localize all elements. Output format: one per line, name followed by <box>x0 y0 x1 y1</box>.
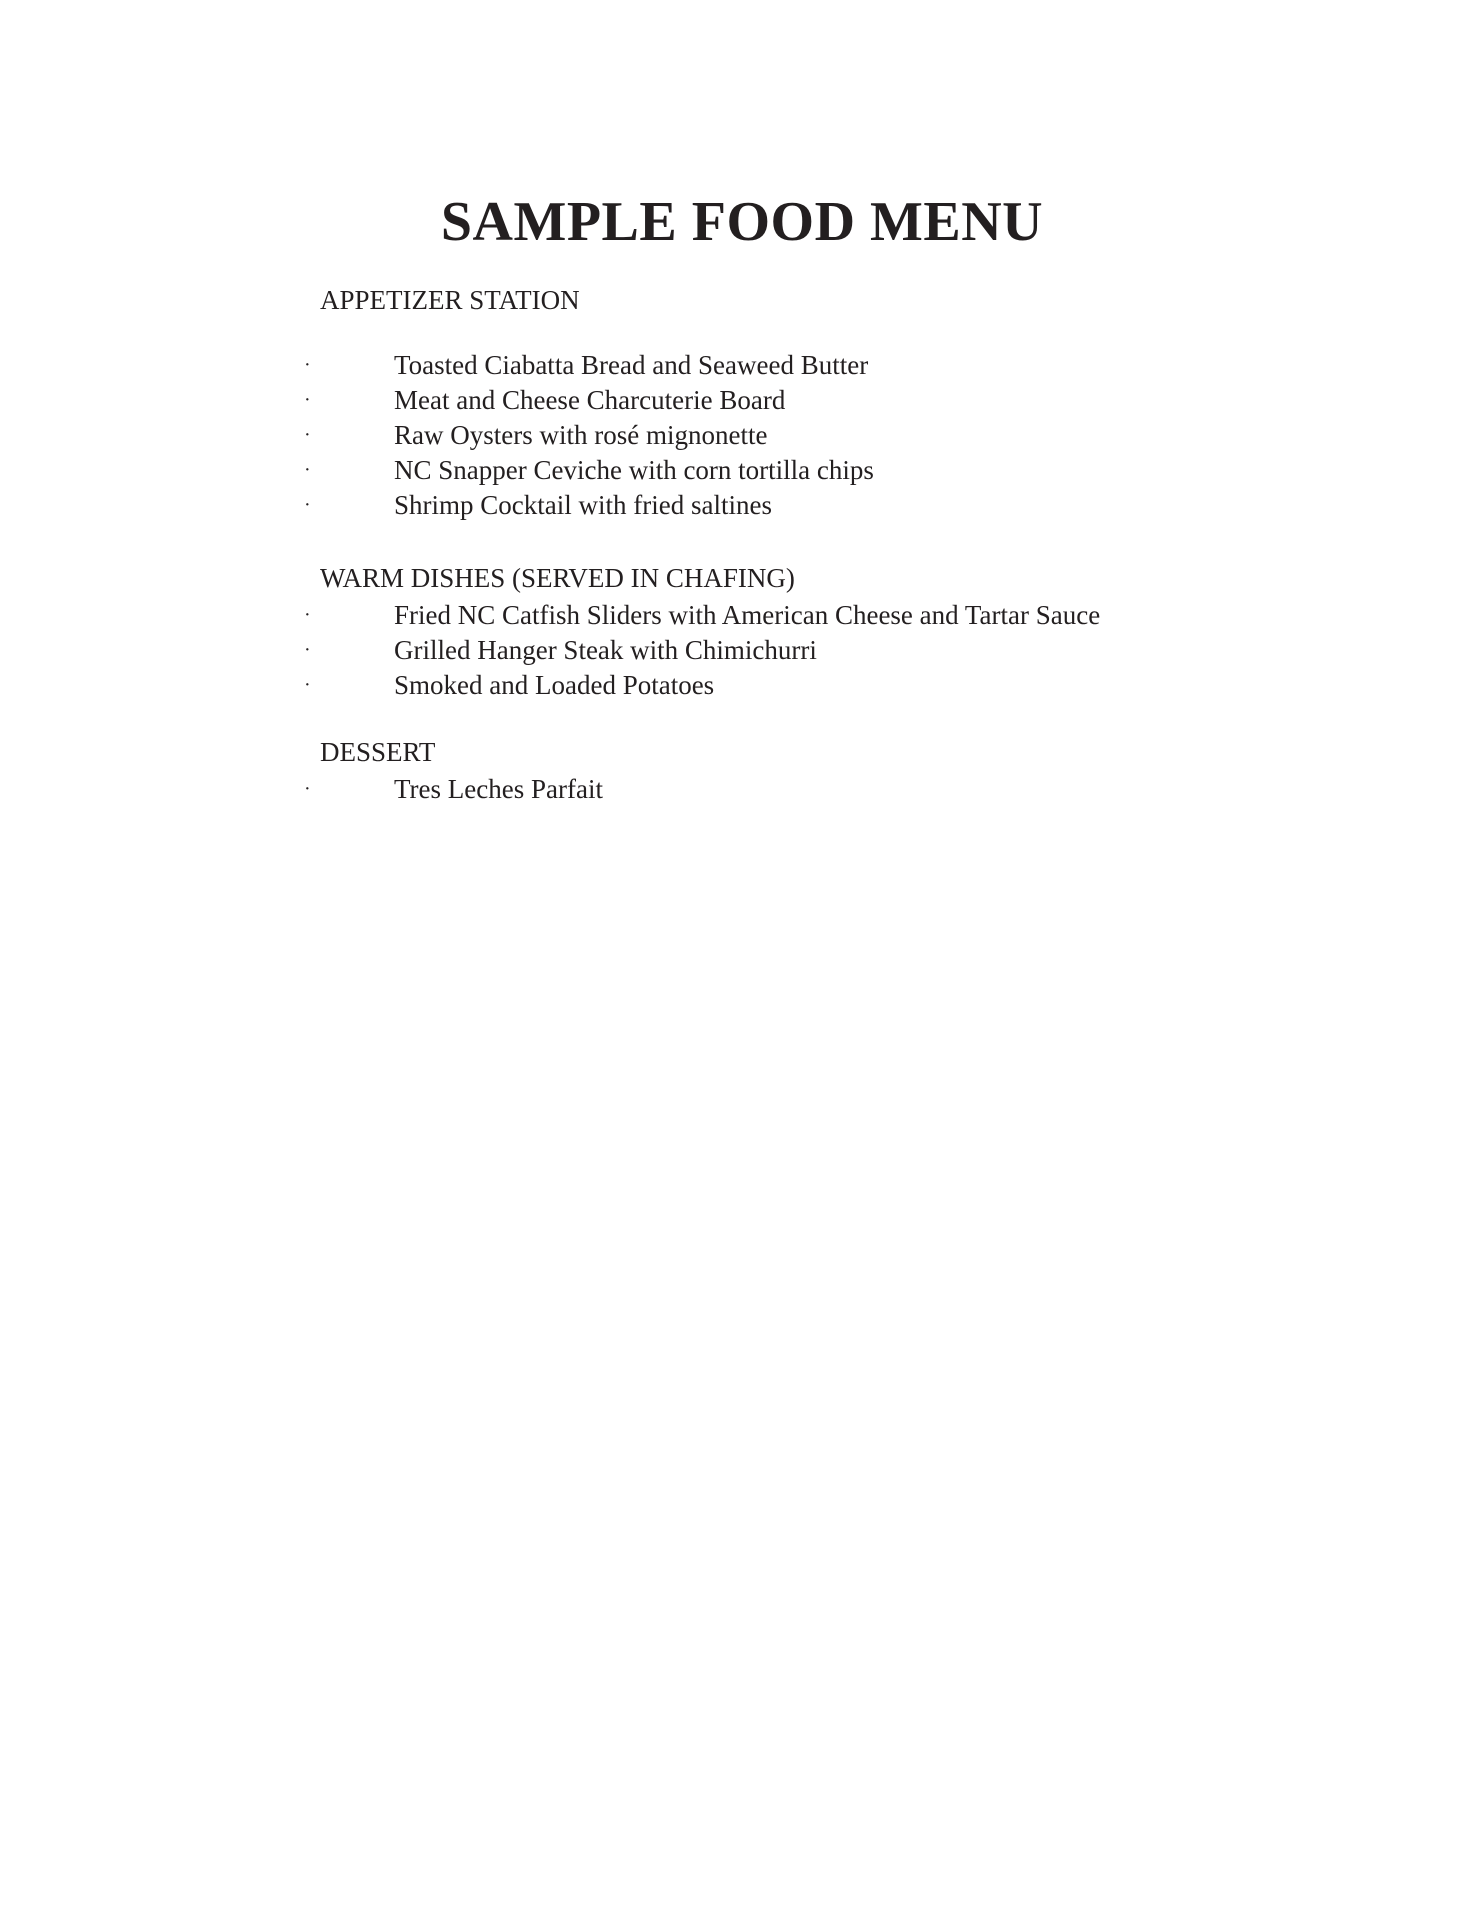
list-item <box>300 383 1384 418</box>
warm-dishes-list <box>300 598 1384 703</box>
item-label: Fried NC Catfish Sliders with American Cheese and Tartar Sauce <box>394 600 1101 630</box>
appetizer-list <box>300 348 1384 523</box>
bullet-icon: · <box>304 494 311 516</box>
list-item <box>300 488 1384 523</box>
dessert-list <box>300 772 1384 807</box>
list-item <box>300 633 1384 668</box>
bullet-icon: · <box>304 778 311 800</box>
item-label: Shrimp Cocktail with fried saltines <box>394 490 772 520</box>
item-label: Toasted Ciabatta Bread and Seaweed Butter <box>394 350 869 380</box>
bullet-icon: · <box>304 604 311 626</box>
item-label: Raw Oysters with rosé mignonette <box>394 420 768 450</box>
bullet-icon: · <box>304 639 311 661</box>
item-label: Smoked and Loaded Potatoes <box>394 670 715 700</box>
page-title: SAMPLE FOOD MENU <box>440 191 1044 253</box>
item-label: Grilled Hanger Steak with Chimichurri <box>394 635 817 665</box>
list-item <box>300 418 1384 453</box>
warm-dishes-section <box>300 558 1384 703</box>
bullet-icon: · <box>304 354 311 376</box>
bullet-icon: · <box>304 424 311 446</box>
list-item <box>300 772 1384 807</box>
section-heading-warm-dishes: WARM DISHES (SERVED IN CHAFING) <box>320 563 795 593</box>
list-item <box>300 598 1384 633</box>
item-label: Tres Leches Parfait <box>394 774 603 804</box>
list-item <box>300 348 1384 383</box>
bullet-icon: · <box>304 674 311 696</box>
item-label: NC Snapper Ceviche with corn tortilla chips <box>394 455 874 485</box>
list-item <box>300 668 1384 703</box>
appetizer-section <box>300 280 1384 523</box>
bullet-icon: · <box>304 459 311 481</box>
section-heading-appetizer: APPETIZER STATION <box>320 285 580 315</box>
dessert-section <box>300 732 1384 807</box>
section-heading-dessert: DESSERT <box>320 737 436 767</box>
list-item <box>300 453 1384 488</box>
item-label: Meat and Cheese Charcuterie Board <box>394 385 786 415</box>
bullet-icon: · <box>304 389 311 411</box>
